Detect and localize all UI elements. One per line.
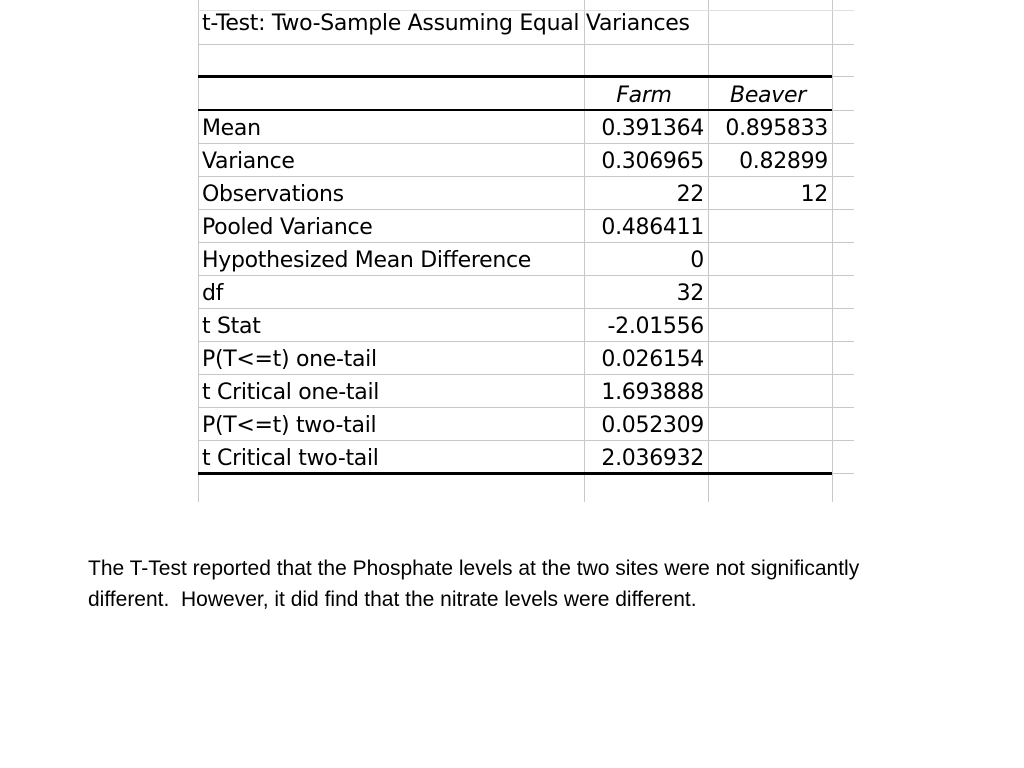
row-label: Hypothesized Mean Difference — [202, 248, 531, 273]
row-label: t Stat — [202, 314, 261, 339]
row-label: t Critical one-tail — [202, 380, 380, 405]
beaver-value: 12 — [800, 182, 828, 207]
row-label: t Critical two-tail — [202, 446, 379, 471]
farm-value: 0.486411 — [601, 215, 704, 240]
farm-value: 0.052309 — [601, 413, 704, 438]
farm-value: 0.306965 — [601, 149, 704, 174]
gridline — [832, 110, 854, 111]
gridline — [832, 76, 854, 77]
caption-text: The T-Test reported that the Phosphate levels at the two sites were not significantly different. However, it did find that the nitrate levels were different. — [88, 557, 866, 611]
farm-value: 22 — [676, 182, 704, 207]
beaver-value — [708, 376, 828, 408]
farm-value: 32 — [676, 281, 704, 306]
beaver-value — [708, 277, 828, 309]
farm-value: 1.693888 — [601, 380, 704, 405]
beaver-value — [708, 244, 828, 276]
row-label: Mean — [202, 116, 261, 141]
beaver-value: 0.82899 — [739, 149, 828, 174]
beaver-value — [708, 310, 828, 342]
column-header-farm: Farm — [616, 83, 672, 108]
farm-value: 0.391364 — [601, 116, 704, 141]
gridline — [198, 44, 854, 45]
farm-value: -2.01556 — [607, 314, 704, 339]
gridline — [832, 473, 854, 474]
beaver-value — [708, 343, 828, 375]
table-title: t-Test: Two-Sample Assuming Equal Variances — [202, 11, 690, 36]
table-top-border — [198, 75, 832, 78]
farm-value: 0.026154 — [601, 347, 704, 372]
row-label: P(T<=t) one-tail — [202, 347, 377, 372]
farm-value: 0 — [690, 248, 704, 273]
row-label: df — [202, 281, 224, 306]
column-header-beaver: Beaver — [730, 83, 806, 108]
beaver-value — [708, 211, 828, 243]
row-label: Observations — [202, 182, 344, 207]
beaver-value — [708, 409, 828, 441]
beaver-value: 0.895833 — [725, 116, 828, 141]
row-label: P(T<=t) two-tail — [202, 413, 377, 438]
row-label: Pooled Variance — [202, 215, 373, 240]
beaver-value — [708, 442, 828, 474]
row-label: Variance — [202, 149, 295, 174]
farm-value: 2.036932 — [601, 446, 704, 471]
t-test-results-table — [198, 0, 854, 502]
